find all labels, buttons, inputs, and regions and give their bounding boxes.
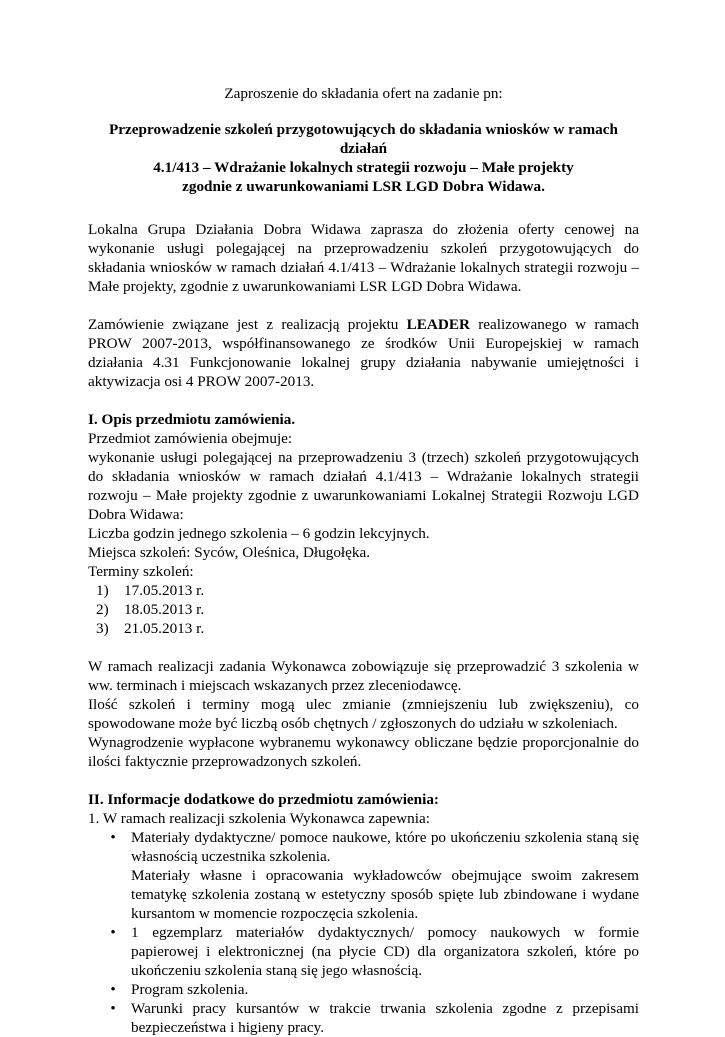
section1-description: wykonanie usługi polegającej na przeprowadzeniu 3 (trzech) szkoleń przygotowujących do składania wniosków w ramach działań 4.1/413 – Wdrażanie lokalnych strategii rozwoju – Małe projekty zgodnie z uwarunkowaniami Lokalnej Strategii Rozwoju LGD Dobra Widawa: xyxy=(88,449,639,523)
section2-heading: II. Informacje dodatkowe do przedmiotu zamówienia: xyxy=(88,791,439,808)
intro-paragraph: Lokalna Grupa Działania Dobra Widawa zaprasza do złożenia oferty cenowej na wykonanie usługi polegającej na przeprowadzeniu szkoleń przygotowujących do składania wniosków w ramach działań 4.1/413 – Wdrażanie lokalnych strategii rozwoju – Małe projekty, zgodnie z uwarunkowaniami LSR LGD Dobra Widawa. xyxy=(88,221,639,295)
section2-intro: 1. W ramach realizacji szkolenia Wykonawca zapewnia: xyxy=(88,810,430,827)
list-item xyxy=(88,581,639,600)
obligation-paragraph: W ramach realizacji zadania Wykonawca zobowiązuje się przeprowadzić 3 szkolenia w ww. terminach i miejscach wskazanych przez zleceniodawcę. xyxy=(88,658,639,694)
project-paragraph xyxy=(88,315,639,391)
list-item xyxy=(88,923,639,980)
spacer xyxy=(88,391,639,410)
list-number: 2) xyxy=(96,601,109,618)
bullet-icon: • xyxy=(110,981,116,998)
bullet-icon: • xyxy=(110,829,116,846)
section1-dates-label: Terminy szkoleń: xyxy=(88,563,194,580)
project-text-start: Zamówienie związane jest z realizacją projektu xyxy=(88,316,407,333)
list-item-text: Warunki pracy kursantów w trakcie trwania szkolenia zgodne z przepisami bezpieczeństwa i higieny pracy. xyxy=(131,1000,639,1036)
list-item-extra: Materiały własne i opracowania wykładowców obejmujące swoim zakresem tematykę szkolenia zostaną w estetyczny sposób spięte lub zbindowane i wydane kursantom w momencie rozpoczęcia szkolenia. xyxy=(131,867,639,922)
bullet-icon: • xyxy=(110,1000,116,1017)
dates-list xyxy=(88,581,639,638)
list-number: 3) xyxy=(96,620,109,637)
section1-intro: Przedmiot zamówienia obejmuje: xyxy=(88,430,293,447)
list-item-text: 1 egzemplarz materiałów dydaktycznych/ pomocy naukowych w formie papierowej i elektronicznej (na płycie CD) dla organizatora szkoleń, które po ukończeniu szkolenia staną się jego własnością. xyxy=(131,924,639,979)
list-item-text: Materiały dydaktyczne/ pomoce naukowe, które po ukończeniu szkolenia staną się własnością uczestnika szkolenia. xyxy=(131,829,639,865)
subject-line: Przeprowadzenie szkoleń przygotowujących do składania wniosków w ramach działań xyxy=(109,121,618,157)
list-number: 1) xyxy=(96,582,109,599)
changes-paragraph: Ilość szkoleń i terminy mogą ulec zmianie (zmniejszeniu lub zwiększeniu), co spowodowane może być liczbą osób chętnych / zgłoszonych do udziału w szkoleniach. xyxy=(88,696,639,732)
spacer xyxy=(88,638,639,657)
document-subject xyxy=(88,120,639,196)
provisions-list xyxy=(88,828,639,1037)
document-title: Zaproszenie do składania ofert na zadanie pn: xyxy=(224,85,503,102)
list-item xyxy=(88,600,639,619)
payment-paragraph: Wynagrodzenie wypłacone wybranemu wykonawcy obliczane będzie proporcjonalnie do ilości faktycznie przeprowadzonych szkoleń. xyxy=(88,734,639,770)
bullet-icon: • xyxy=(110,924,116,941)
spacer xyxy=(88,296,639,315)
project-text-end: realizowanego w ramach PROW 2007-2013, współfinansowanego ze środków Unii Europejskiej w ramach działania 4.31 Funkcjonowanie lokalnej grupy działania nabywanie umiejętności i aktywizacja osi 4 PROW 2007-2013. xyxy=(88,316,640,390)
subject-line: zgodnie z uwarunkowaniami LSR LGD Dobra Widawa. xyxy=(182,178,545,195)
section1-hours: Liczba godzin jednego szkolenia – 6 godzin lekcyjnych. xyxy=(88,525,430,542)
training-date: 17.05.2013 r. xyxy=(124,582,205,599)
subject-line: 4.1/413 – Wdrażanie lokalnych strategii rozwoju – Małe projekty xyxy=(153,159,574,176)
list-item xyxy=(88,980,639,999)
list-item xyxy=(88,619,639,638)
spacer xyxy=(88,771,639,790)
project-name-bold: LEADER xyxy=(406,316,470,333)
training-date: 18.05.2013 r. xyxy=(124,601,205,618)
section1-heading: I. Opis przedmiotu zamówienia. xyxy=(88,411,296,428)
training-date: 21.05.2013 r. xyxy=(124,620,205,637)
document-content xyxy=(88,84,639,1037)
spacer xyxy=(88,196,639,220)
list-item xyxy=(88,999,639,1037)
list-item-text: Program szkolenia. xyxy=(131,981,249,998)
section1-places: Miejsca szkoleń: Syców, Oleśnica, Długołęka. xyxy=(88,544,371,561)
list-item xyxy=(88,828,639,923)
